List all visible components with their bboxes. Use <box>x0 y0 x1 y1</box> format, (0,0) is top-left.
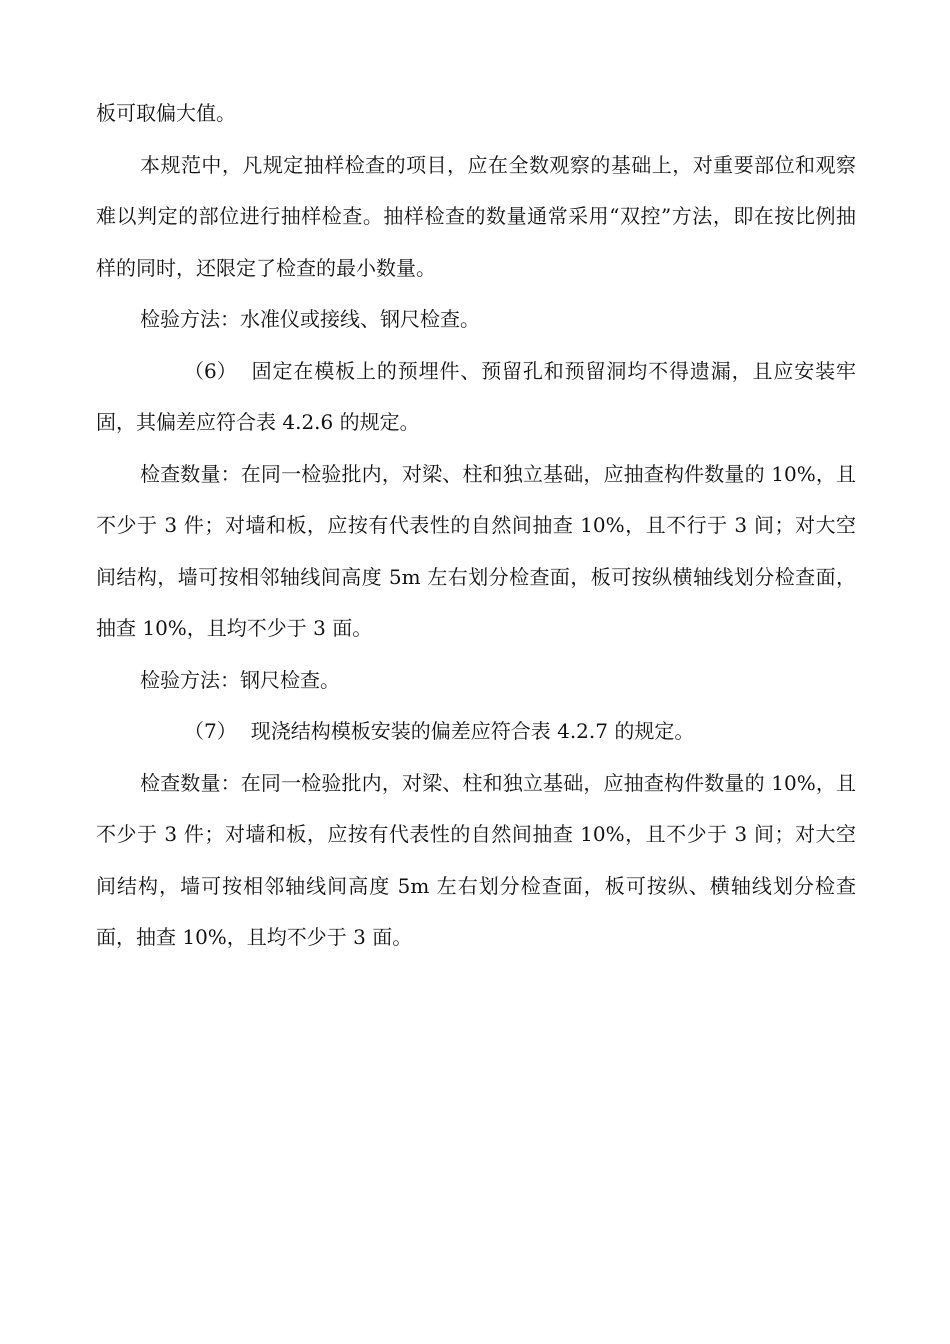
clause-text-6: 固定在模板上的预埋件、预留孔和预留洞均不得遗漏，且应安装牢固，其偏差应符合表 4.2.6 的规定。 <box>96 358 856 434</box>
clause-item-7 <box>96 706 856 758</box>
clause-number-6: （6） <box>184 358 237 383</box>
paragraph-check-quantity-7: 检查数量：在同一检验批内，对梁、柱和独立基础，应抽查构件数量的 10%，且不少于 3 件；对墙和板，应按有代表性的自然间抽查 10%，且不少于 3 间；对大空间结构，墙可按相邻轴线间高度 5m 左右划分检查面，板可按纵、横轴线划分检查面，抽查 10%，且均不少于 3 面。 <box>96 770 856 949</box>
document-body <box>96 88 856 964</box>
clause-text-7: 现浇结构模板安装的偏差应符合表 4.2.7 的规定。 <box>250 719 695 743</box>
paragraph-check-method-6: 检验方法：钢尺检查。 <box>140 667 340 692</box>
paragraph-continuation: 板可取偏大值。 <box>96 101 236 125</box>
paragraph-check-quantity-6: 检查数量：在同一检验批内，对梁、柱和独立基础，应抽查构件数量的 10%，且不少于 3 件；对墙和板，应按有代表性的自然间抽查 10%，且不行于 3 间；对大空间结构，墙可按相邻轴线间高度 5m 左右划分检查面，板可按纵横轴线划分检查面，抽查 10%，且均不少于 3 面。 <box>96 461 856 640</box>
paragraph-sampling-rule: 本规范中，凡规定抽样检查的项目，应在全数观察的基础上，对重要部位和观察难以判定的部位进行抽样检查。抽样检查的数量通常采用“双控”方法，即在按比例抽样的同时，还限定了检查的最小数量。 <box>96 152 856 280</box>
clause-number-7: （7） <box>184 719 237 743</box>
clause-item-6 <box>96 346 856 449</box>
paragraph-inspection-method: 检验方法：水准仪或接线、钢尺检查。 <box>140 307 480 331</box>
